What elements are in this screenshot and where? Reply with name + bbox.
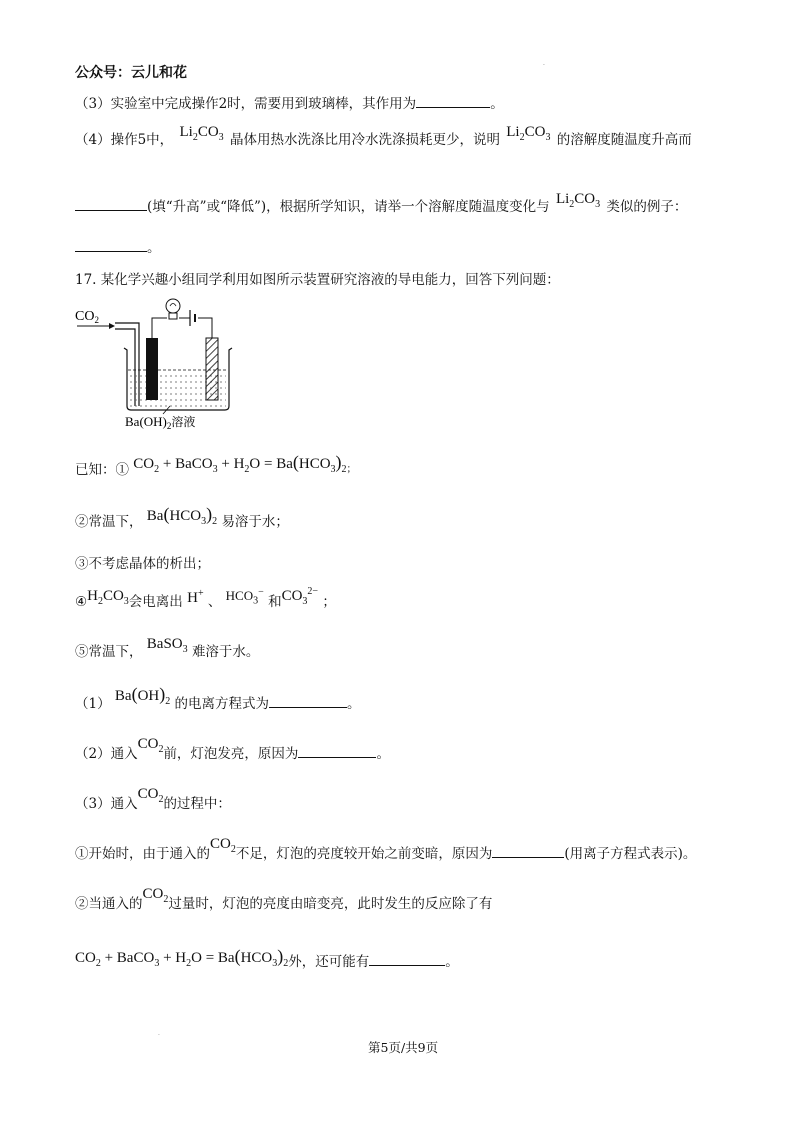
q16-4-d: (填“升高”或“降低”)，根据所学知识，请举一个溶解度随温度变化与 [147, 199, 550, 215]
q16-4-line1 [75, 124, 692, 149]
metal-electrode [206, 338, 218, 400]
apparatus-svg [75, 298, 245, 438]
formula-baso3: BaSO$_3$ [146, 636, 188, 655]
equation-1: $CO_2$ + BaCO$_3$ + $H_2O = Ba(HCO_3)_2$ [133, 452, 347, 475]
known-5: ⑤常温下， BaSO$_3$ 难溶于水。 [75, 636, 260, 660]
answer-blank[interactable] [298, 745, 376, 758]
formula-h2co3: $H_2CO_3$ [87, 588, 129, 607]
q16-4-e: 类似的例子： [606, 199, 688, 215]
q16-4-line3 [75, 236, 161, 256]
equation-1: $CO_2$ + BaCO$_3$ + $H_2O = Ba(HCO_3)_2$ [75, 946, 289, 969]
gas-arrow-head [109, 323, 115, 329]
header-dot: · [543, 62, 545, 69]
known-4: $④H_2CO_3$会电离出 H+ 、 $HCO_3^-$ 和$CO_3^{2-}$ ； [75, 586, 336, 610]
known-3: ③不考虑晶体的析出； [75, 556, 210, 572]
carbon-electrode [146, 338, 158, 400]
page-header: 公众号：云儿和花 [75, 65, 187, 81]
q17-sub3b: ②当通入的$CO_2$过量时，灯泡的亮度由暗变亮，此时发生的反应除了有 [75, 886, 493, 912]
solution-label: $Ba(OH)_2$溶液 [125, 414, 196, 431]
ion-hco3: $HCO_3^-$ [225, 586, 264, 607]
q16-4-b: 晶体用热水洗涤比用冷水洗涤损耗更少，说明 [229, 132, 500, 148]
known-1: 已知：① $CO_2$ + BaCO$_3$ + $H_2O = Ba(HCO_3)_2$； [75, 452, 357, 478]
bulb-icon [166, 299, 180, 313]
q17-sub3c: $CO_2$ + BaCO$_3$ + $H_2O = Ba(HCO_3)_2$外，还可能有 。 [75, 946, 459, 970]
formula-co2: $CO_2$ [137, 786, 164, 805]
q16-4-end: 。 [147, 240, 161, 256]
answer-blank[interactable] [269, 695, 347, 708]
footer-dot: · [158, 1032, 160, 1039]
formula-co2: $CO_2$ [210, 836, 236, 855]
ion-h: H+ [187, 588, 204, 606]
formula-co2: $CO_2$ [142, 886, 169, 905]
q17-title: 17. 某化学兴趣小组同学利用如图所示装置研究溶液的导电能力，回答下列问题： [75, 272, 560, 288]
formula-ba-hco3-2: $Ba(HCO_3)_2$ [146, 504, 218, 527]
q16-3-end: 。 [490, 96, 504, 112]
q17-sub2: （2）通入$CO_2$前，灯泡发亮，原因为 。 [75, 736, 390, 762]
q16-3-line [75, 92, 504, 112]
answer-blank[interactable] [492, 845, 564, 858]
formula-li2co3: $Li_2CO_3$ [506, 124, 551, 143]
known-2: ②常温下， $Ba(HCO_3)_2$ 易溶于水； [75, 504, 289, 530]
answer-blank[interactable] [75, 198, 147, 211]
formula-li2co3: $Li_2CO_3$ [179, 124, 224, 143]
q17-sub3: （3）通入$CO_2$的过程中： [75, 786, 231, 812]
answer-blank[interactable] [369, 953, 445, 966]
q16-4-c: 的溶解度随温度升高而 [556, 132, 692, 148]
q17-sub1: （1） $Ba(OH)_2$ 的电离方程式为 。 [75, 684, 361, 712]
answer-blank[interactable] [75, 239, 147, 252]
answer-blank[interactable] [416, 95, 490, 108]
co2-label: $CO_2$ [75, 309, 99, 325]
q16-4-line2 [75, 191, 688, 216]
formula-ba-oh-2: $Ba(OH)_2$ [114, 684, 171, 707]
formula-co2: $CO_2$ [137, 736, 164, 755]
q17-sub3a: ①开始时，由于通入的$CO_2$不足，灯泡的亮度较开始之前变暗，原因为 (用离子方程式表示)。 [75, 836, 697, 862]
q16-4-a: （4）操作5中， [75, 132, 174, 148]
apparatus-diagram [75, 298, 245, 438]
page-footer: 第5页/共9页 [368, 1040, 439, 1055]
formula-li2co3: $Li_2CO_3$ [555, 191, 601, 210]
ion-co3: $CO_3^{2-}$ [281, 586, 319, 607]
q16-3-text: （3）实验室中完成操作2时，需要用到玻璃棒，其作用为 [75, 96, 417, 112]
